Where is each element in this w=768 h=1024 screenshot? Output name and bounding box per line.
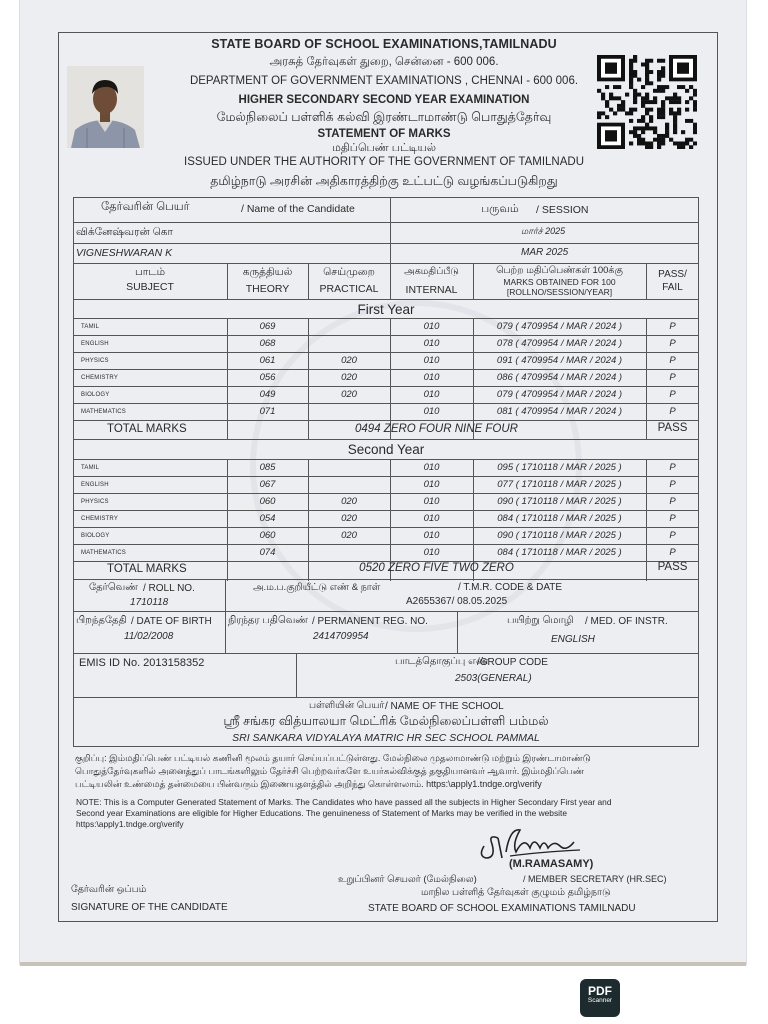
col-internal-tamil: அகமதிப்பீடு bbox=[404, 266, 459, 277]
name-label-tamil: தேர்வரின் பெயர் bbox=[101, 201, 190, 213]
medium-label: / MED. OF INSTR. bbox=[585, 616, 668, 627]
second-year-result-cell: P bbox=[669, 547, 676, 558]
second-year-theory-cell: 060 bbox=[259, 530, 276, 541]
first-year-result-cell: P bbox=[669, 355, 676, 366]
board-tamil: மாநில பள்ளித் தேர்வுகள் குழுமம் தமிழ்நாடு bbox=[421, 887, 611, 898]
first-year-subject-cell: CHEMISTRY bbox=[81, 375, 119, 381]
issued-line: ISSUED UNDER THE AUTHORITY OF THE GOVERNMENT OF TAMILNADU bbox=[184, 156, 584, 168]
first-year-internal-cell: 010 bbox=[423, 321, 440, 332]
first-year-internal-cell: 010 bbox=[423, 338, 440, 349]
first-year-obtained-cell: 078 ( 4709954 / MAR / 2024 ) bbox=[496, 338, 623, 349]
tmr-value: A2655367/ 08.05.2025 bbox=[406, 596, 508, 607]
first-year-result-cell: P bbox=[669, 338, 676, 349]
second-year-result-cell: P bbox=[669, 479, 676, 490]
second-year-result-cell: P bbox=[669, 462, 676, 473]
second-year-subject-cell: PHYSICS bbox=[81, 499, 109, 505]
col-fail: FAIL bbox=[662, 282, 683, 293]
first-year-result-cell: P bbox=[669, 372, 676, 383]
col-practical-tamil: செய்முறை bbox=[323, 266, 375, 278]
second-year-subject-cell: TAMIL bbox=[81, 465, 100, 471]
roll-value: 1710118 bbox=[130, 597, 169, 608]
first-year-internal-cell: 010 bbox=[423, 406, 440, 417]
second-year-obtained-cell: 095 ( 1710118 / MAR / 2025 ) bbox=[497, 462, 622, 473]
reg-label-tamil: நிரந்தர பதிவெண் bbox=[228, 615, 309, 626]
second-year-internal-cell: 010 bbox=[423, 462, 440, 473]
second-year-internal-cell: 010 bbox=[423, 513, 440, 524]
tamil-note-line-1: குறிப்பு: இம்மதிப்பெண் பட்டியல் கணினி மூலம் தயார் செய்யப்பட்டுள்ளது. மேல்நிலை முதலாமாண்டு மற்றும் இரண்டாமாண்டு bbox=[75, 753, 591, 763]
fy-total-label: TOTAL MARKS bbox=[107, 423, 187, 435]
second-year-result-cell: P bbox=[669, 530, 676, 541]
col-subject: SUBJECT bbox=[126, 281, 174, 293]
tamil-issued-line: தமிழ்நாடு அரசின் அதிகாரத்திற்கு உட்பட்டு வழங்கப்படுகிறது bbox=[210, 174, 558, 188]
second-year-theory-cell: 074 bbox=[259, 547, 276, 558]
dob-label: / DATE OF BIRTH bbox=[131, 616, 212, 627]
second-year-subject-cell: MATHEMATICS bbox=[81, 550, 126, 556]
second-year-internal-cell: 010 bbox=[423, 547, 440, 558]
col-practical: PRACTICAL bbox=[319, 283, 379, 295]
col-theory: THEORY bbox=[245, 283, 290, 295]
school-name: SRI SANKARA VIDYALAYA MATRIC HR SEC SCHOOL PAMMAL bbox=[232, 732, 540, 744]
tamil-dept-title: அரசுத் தேர்வுகள் துறை, சென்னை - 600 006. bbox=[269, 56, 499, 68]
fy-total-value: 0494 ZERO FOUR NINE FOUR bbox=[355, 423, 518, 435]
session-tamil: மார்ச் 2025 bbox=[521, 226, 566, 236]
second-year-subject-cell: CHEMISTRY bbox=[81, 516, 119, 522]
tamil-statement-title: மதிப்பெண் பட்டியல் bbox=[331, 142, 437, 154]
statement-title: STATEMENT OF MARKS bbox=[317, 128, 451, 140]
first-year-theory-cell: 056 bbox=[259, 372, 276, 383]
second-year-internal-cell: 010 bbox=[423, 496, 440, 507]
sy-total-value: 0520 ZERO FIVE TWO ZERO bbox=[359, 562, 514, 574]
reg-label: / PERMANENT REG. NO. bbox=[312, 616, 428, 627]
col-theory-tamil: கருத்தியல் bbox=[242, 266, 293, 278]
col-obtained-tamil: பெற்ற மதிப்பெண்கள் 100க்கு bbox=[496, 265, 623, 276]
dob-value: 11/02/2008 bbox=[124, 631, 174, 642]
first-year-subject-cell: TAMIL bbox=[81, 324, 100, 330]
roll-label: / ROLL NO. bbox=[143, 583, 195, 594]
second-year-practical-cell: 020 bbox=[341, 513, 357, 524]
second-year-obtained-cell: 084 ( 1710118 / MAR / 2025 ) bbox=[497, 513, 622, 524]
second-year-result-cell: P bbox=[669, 496, 676, 507]
medium-label-tamil: பயிற்று மொழி bbox=[507, 615, 574, 626]
second-year-practical-cell: 020 bbox=[341, 496, 357, 507]
second-year-theory-cell: 060 bbox=[259, 496, 276, 507]
exam-title: HIGHER SECONDARY SECOND YEAR EXAMINATION bbox=[238, 94, 530, 106]
marks-table bbox=[73, 197, 699, 747]
first-year-title: First Year bbox=[357, 302, 415, 317]
first-year-obtained-cell: 079 ( 4709954 / MAR / 2024 ) bbox=[496, 389, 623, 400]
session-label-tamil: பருவம் bbox=[481, 203, 519, 215]
first-year-subject-cell: PHYSICS bbox=[81, 358, 109, 364]
sy-total-label: TOTAL MARKS bbox=[107, 563, 187, 575]
col-internal: INTERNAL bbox=[405, 284, 458, 296]
candidate-sign-tamil: தேர்வரின் ஒப்பம் bbox=[71, 884, 147, 895]
second-year-internal-cell: 010 bbox=[423, 479, 440, 490]
first-year-subject-cell: ENGLISH bbox=[81, 341, 109, 347]
secretary-title-tamil: உறுப்பினர் செயலர் (மேல்நிலை) bbox=[338, 874, 477, 885]
group-label: /GROUP CODE bbox=[477, 657, 548, 668]
secretary-name: (M.RAMASAMY) bbox=[509, 858, 594, 870]
medium-value: ENGLISH bbox=[551, 634, 595, 645]
board-footer: STATE BOARD OF SCHOOL EXAMINATIONS TAMILNADU bbox=[368, 903, 636, 914]
first-year-internal-cell: 010 bbox=[423, 355, 440, 366]
tamil-note-line-2: பொதுத்தேர்வுகளில் அனைத்துப் பாடங்களிலும் தேர்ச்சி பெற்றவர்களே உயர்கல்விக்குத் தகுதியானவர் ஆவார். இம்மதிப்பெண் bbox=[75, 766, 585, 776]
first-year-result-cell: P bbox=[669, 321, 676, 332]
col-obtained-sub: [ROLLNO/SESSION/YEAR] bbox=[506, 287, 613, 297]
second-year-obtained-cell: 090 ( 1710118 / MAR / 2025 ) bbox=[497, 496, 622, 507]
second-year-theory-cell: 067 bbox=[259, 479, 276, 490]
first-year-obtained-cell: 081 ( 4709954 / MAR / 2024 ) bbox=[496, 406, 623, 417]
second-year-subject-cell: ENGLISH bbox=[81, 482, 109, 488]
group-label-tamil: பாடத்தொகுப்பு எண் bbox=[395, 656, 489, 667]
emis-id: EMIS ID No. 2013158352 bbox=[79, 657, 205, 669]
tamil-note-line-3: பட்டியலின் உண்மைத் தன்மையை பின்வரும் இணையதளத்தில் அறிந்து கொள்ளலாம். https:\apply1.tndge.org\verify bbox=[75, 779, 542, 789]
col-obtained: MARKS OBTAINED FOR 100 bbox=[503, 277, 616, 287]
dept-title: DEPARTMENT OF GOVERNMENT EXAMINATIONS , CHENNAI - 600 006. bbox=[189, 75, 579, 87]
session-value: MAR 2025 bbox=[521, 247, 569, 258]
first-year-theory-cell: 049 bbox=[259, 389, 276, 400]
secretary-title: / MEMBER SECRETARY (HR.SEC) bbox=[523, 874, 667, 884]
col-subject-tamil: பாடம் bbox=[134, 266, 166, 278]
scanner-logo-text: Scanner bbox=[587, 997, 613, 1004]
school-name-tamil: ஸ்ரீ சங்கர வித்யாலயா மெட்ரிக் மேல்நிலைப்பள்ளி பம்மல் bbox=[223, 714, 549, 728]
first-year-internal-cell: 010 bbox=[423, 389, 440, 400]
first-year-practical-cell: 020 bbox=[341, 389, 357, 400]
first-year-result-cell: P bbox=[669, 389, 676, 400]
second-year-obtained-cell: 090 ( 1710118 / MAR / 2025 ) bbox=[497, 530, 622, 541]
col-pass: PASS/ bbox=[658, 269, 687, 280]
note-line-2: Second year Examinations are eligible for Higher Educations. The genuineness of Statement of Marks may be verified in the website bbox=[76, 808, 567, 818]
first-year-practical-cell: 020 bbox=[341, 372, 357, 383]
pdf-logo-text: PDF bbox=[588, 984, 612, 998]
session-label: / SESSION bbox=[536, 204, 589, 216]
first-year-practical-cell: 020 bbox=[341, 355, 357, 366]
tmr-label: / T.M.R. CODE & DATE bbox=[458, 582, 563, 593]
tamil-note bbox=[75, 752, 715, 791]
second-year-obtained-cell: 084 ( 1710118 / MAR / 2025 ) bbox=[497, 547, 622, 558]
first-year-obtained-cell: 086 ( 4709954 / MAR / 2024 ) bbox=[496, 372, 623, 383]
first-year-theory-cell: 061 bbox=[259, 355, 276, 366]
roll-label-tamil: தேர்வெண் bbox=[89, 582, 138, 593]
reg-value: 2414709954 bbox=[313, 631, 369, 642]
school-label: / NAME OF THE SCHOOL bbox=[385, 701, 504, 712]
tamil-exam-title: மேல்நிலைப் பள்ளிக் கல்வி இரண்டாமாண்டு பொதுத்தேர்வு bbox=[216, 110, 552, 124]
first-year-obtained-cell: 091 ( 4709954 / MAR / 2024 ) bbox=[496, 355, 623, 366]
english-note bbox=[76, 797, 706, 830]
fy-total-result: PASS bbox=[657, 422, 688, 434]
second-year-theory-cell: 085 bbox=[259, 462, 276, 473]
second-year-internal-cell: 010 bbox=[423, 530, 440, 541]
second-year-subject-cell: BIOLOGY bbox=[81, 533, 110, 539]
board-title: STATE BOARD OF SCHOOL EXAMINATIONS,TAMILNADU bbox=[211, 37, 557, 51]
first-year-theory-cell: 068 bbox=[259, 338, 276, 349]
first-year-result-cell: P bbox=[669, 406, 676, 417]
name-label: / Name of the Candidate bbox=[241, 203, 355, 215]
second-year-obtained-cell: 077 ( 1710118 / MAR / 2025 ) bbox=[497, 479, 622, 490]
candidate-name-tamil: விக்னேஷ்வரன் கொ bbox=[76, 226, 173, 238]
candidate-photo bbox=[67, 66, 144, 148]
note-line-1: NOTE: This is a Computer Generated Statement of Marks. The Candidates who have passed all the subjects in Higher Secondary First year and bbox=[76, 797, 612, 807]
qr-code bbox=[597, 55, 697, 149]
first-year-subject-cell: BIOLOGY bbox=[81, 392, 110, 398]
dob-label-tamil: பிறந்ததேதி bbox=[76, 615, 127, 626]
second-year-practical-cell: 020 bbox=[341, 530, 357, 541]
sy-total-result: PASS bbox=[657, 561, 688, 573]
first-year-obtained-cell: 079 ( 4709954 / MAR / 2024 ) bbox=[496, 321, 623, 332]
pdf-scanner-logo bbox=[580, 979, 620, 1017]
first-year-theory-cell: 069 bbox=[259, 321, 276, 332]
note-line-3: https:\apply1.tndge.org\verify bbox=[76, 819, 184, 829]
first-year-theory-cell: 071 bbox=[259, 406, 276, 417]
second-year-title: Second Year bbox=[347, 442, 425, 457]
candidate-name: VIGNESHWARAN K bbox=[76, 247, 173, 259]
first-year-subject-cell: MATHEMATICS bbox=[81, 409, 126, 415]
group-value: 2503(GENERAL) bbox=[455, 673, 532, 684]
paper-edge bbox=[20, 962, 746, 966]
tmr-label-tamil: அ.ம.ப.குறியீட்டு எண் & நாள் bbox=[253, 582, 381, 593]
school-label-tamil: பள்ளியின் பெயர் bbox=[309, 700, 385, 711]
candidate-sign-label: SIGNATURE OF THE CANDIDATE bbox=[71, 902, 228, 913]
second-year-theory-cell: 054 bbox=[259, 513, 276, 524]
first-year-internal-cell: 010 bbox=[423, 372, 440, 383]
second-year-result-cell: P bbox=[669, 513, 676, 524]
